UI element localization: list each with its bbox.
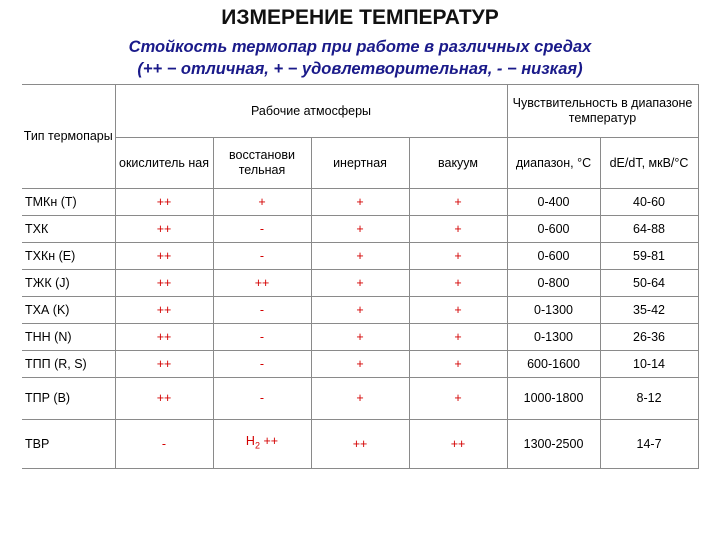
- cell-reducing: [213, 420, 311, 469]
- table-row: [22, 420, 698, 469]
- name: ТПР (B): [22, 378, 115, 420]
- cell-range: 0-600: [507, 216, 600, 243]
- cell-range: 1300-2500: [507, 420, 600, 469]
- cell-dedt: 40-60: [600, 189, 698, 216]
- cell-vacuum: +: [409, 297, 507, 324]
- cell-inert: +: [311, 297, 409, 324]
- cell-vacuum: +: [409, 378, 507, 420]
- cell-reducing: -: [213, 378, 311, 420]
- cell-oxidizing: ++: [115, 297, 213, 324]
- table-row: [22, 189, 698, 216]
- cell-dedt: 35-42: [600, 297, 698, 324]
- cell-reducing: -: [213, 216, 311, 243]
- cell-inert: +: [311, 378, 409, 420]
- table-row: [22, 324, 698, 351]
- header-type: Тип термопары: [22, 85, 115, 189]
- cell-vacuum: +: [409, 189, 507, 216]
- cell-range: 0-800: [507, 270, 600, 297]
- cell-range: 0-1300: [507, 324, 600, 351]
- name: ТВР: [22, 420, 115, 469]
- header-vacuum: вакуум: [409, 138, 507, 189]
- header-inert: инертная: [311, 138, 409, 189]
- cell-reducing: ++: [213, 270, 311, 297]
- cell-range: 600-1600: [507, 351, 600, 378]
- thermocouple-table: [22, 84, 699, 469]
- cell-vacuum: +: [409, 243, 507, 270]
- cell-vacuum: +: [409, 270, 507, 297]
- header-oxidizing: окислитель ная: [115, 138, 213, 189]
- cell-inert: ++: [311, 420, 409, 469]
- cell-oxidizing: ++: [115, 378, 213, 420]
- header-dedt: dE/dT, мкВ/°С: [600, 138, 698, 189]
- header-reducing: восстанови тельная: [213, 138, 311, 189]
- cell-reducing: -: [213, 324, 311, 351]
- cell-range: 0-1300: [507, 297, 600, 324]
- name: ТЖК (J): [22, 270, 115, 297]
- cell-vacuum: +: [409, 216, 507, 243]
- cell-inert: +: [311, 216, 409, 243]
- cell-reducing: -: [213, 351, 311, 378]
- table-row: [22, 270, 698, 297]
- cell-oxidizing: ++: [115, 243, 213, 270]
- cell-reducing: -: [213, 243, 311, 270]
- cell-dedt: 50-64: [600, 270, 698, 297]
- cell-dedt: 26-36: [600, 324, 698, 351]
- table-row: [22, 243, 698, 270]
- name: ТПП (R, S): [22, 351, 115, 378]
- table-row: [22, 297, 698, 324]
- cell-vacuum: +: [409, 324, 507, 351]
- cell-inert: +: [311, 189, 409, 216]
- cell-oxidizing: ++: [115, 216, 213, 243]
- header-atmospheres: Рабочие атмосферы: [115, 85, 507, 138]
- cell-range: 0-400: [507, 189, 600, 216]
- cell-range: 1000-1800: [507, 378, 600, 420]
- name: ТХКн (E): [22, 243, 115, 270]
- cell-oxidizing: ++: [115, 189, 213, 216]
- cell-inert: +: [311, 243, 409, 270]
- cell-inert: +: [311, 351, 409, 378]
- cell-oxidizing: -: [115, 420, 213, 469]
- reducing-rating: ++: [263, 434, 279, 449]
- cell-dedt: 59-81: [600, 243, 698, 270]
- cell-range: 0-600: [507, 243, 600, 270]
- subtitle-line-2: (++ − отличная, + − удовлетворительная, - − низкая): [137, 60, 583, 78]
- cell-dedt: 10-14: [600, 351, 698, 378]
- cell-dedt: 64-88: [600, 216, 698, 243]
- page-title: ИЗМЕРЕНИЕ ТЕМПЕРАТУР: [221, 6, 499, 29]
- page-subtitle: [0, 36, 720, 80]
- cell-reducing: -: [213, 297, 311, 324]
- table-row: [22, 378, 698, 420]
- header-range: диапазон, °С: [507, 138, 600, 189]
- name: ТХА (K): [22, 297, 115, 324]
- name: ТНН (N): [22, 324, 115, 351]
- subtitle-line-1: Стойкость термопар при работе в различных средах: [128, 38, 592, 56]
- cell-inert: +: [311, 270, 409, 297]
- cell-dedt: 8-12: [600, 378, 698, 420]
- table-row: [22, 351, 698, 378]
- cell-dedt: 14-7: [600, 420, 698, 469]
- table-row: [22, 216, 698, 243]
- cell-vacuum: ++: [409, 420, 507, 469]
- cell-oxidizing: ++: [115, 351, 213, 378]
- cell-vacuum: +: [409, 351, 507, 378]
- header-sensitivity: Чувствительность в диапазоне температур: [507, 85, 698, 138]
- reducing-formula-subscript: 2: [254, 440, 260, 451]
- cell-oxidizing: ++: [115, 324, 213, 351]
- name: ТМКн (T): [22, 189, 115, 216]
- reducing-formula: H: [245, 434, 255, 449]
- cell-inert: +: [311, 324, 409, 351]
- cell-oxidizing: ++: [115, 270, 213, 297]
- cell-reducing: +: [213, 189, 311, 216]
- name: ТХК: [22, 216, 115, 243]
